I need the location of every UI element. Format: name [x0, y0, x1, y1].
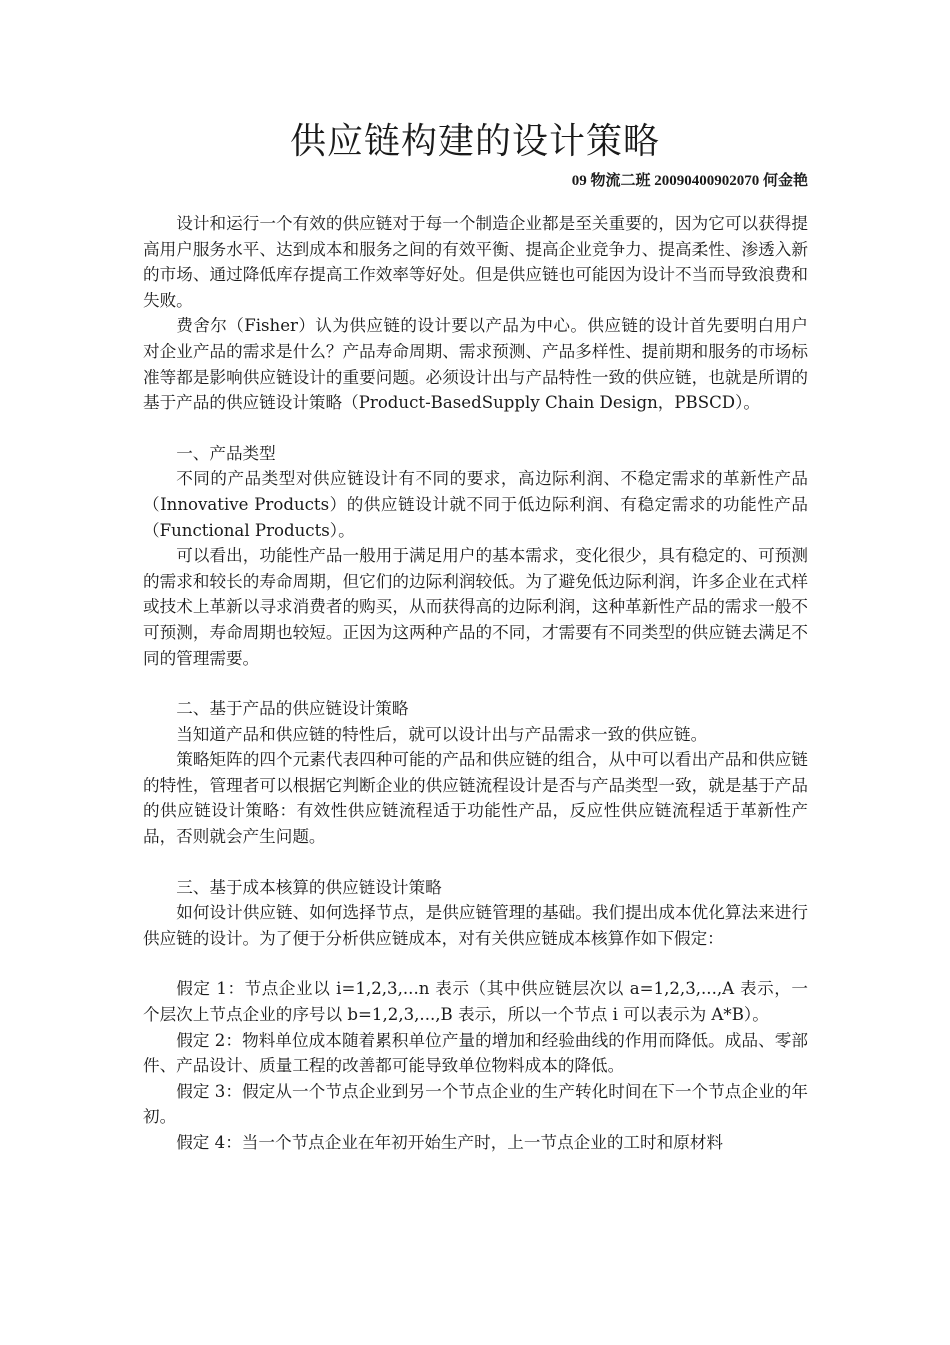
assumption-paragraph: 假定 1：节点企业以 i=1,2,3,...n 表示（其中供应链层次以 a=1,2,3,...,A 表示，一个层次上节点企业的序号以 b=1,2,3,...,B 表示，所以一个节点 i 可以表示为 A*B）。	[143, 979, 808, 1025]
intro-paragraph: 费舍尔（Fisher）认为供应链的设计要以产品为中心。供应链的设计首先要明白用户对企业产品的需求是什么？产品寿命周期、需求预测、产品多样性、提前期和服务的市场标准等都是影响供应链设计的重要问题。必须设计出与产品特性一致的供应链，也就是所谓的基于产品的供应链设计策略（Product-BasedSupply Chain Design，PBSCD）。	[143, 316, 808, 413]
author-byline: 09 物流二班 20090400902070 何金艳	[571, 173, 808, 189]
section-heading: 二、基于产品的供应链设计策略	[176, 699, 409, 719]
section-heading: 三、基于成本核算的供应链设计策略	[176, 877, 442, 897]
body-paragraph: 策略矩阵的四个元素代表四种可能的产品和供应链的组合，从中可以看出产品和供应链的特性，管理者可以根据它判断企业的供应链流程设计是否与产品类型一致，就是基于产品的供应链设计策略：有效性供应链流程适于功能性产品，反应性供应链流程适于革新性产品，否则就会产生问题。	[143, 750, 808, 847]
body-paragraph: 当知道产品和供应链的特性后，就可以设计出与产品需求一致的供应链。	[176, 724, 708, 744]
body-paragraph: 可以看出，功能性产品一般用于满足用户的基本需求，变化很少，具有稳定的、可预测的需求和较长的寿命周期，但它们的边际利润较低。为了避免低边际利润，许多企业在式样或技术上革新以寻求消费者的购买，从而获得高的边际利润，这种革新性产品的需求一般不可预测，寿命周期也较短。正因为这两种产品的不同，才需要有不同类型的供应链去满足不同的管理需要。	[143, 546, 808, 668]
body-paragraph: 如何设计供应链、如何选择节点，是供应链管理的基础。我们提出成本优化算法来进行供应链的设计。为了便于分析供应链成本，对有关供应链成本核算作如下假定：	[143, 903, 808, 948]
body-paragraph: 不同的产品类型对供应链设计有不同的要求，高边际利润、不稳定需求的革新性产品（Innovative Products）的供应链设计就不同于低边际利润、有稳定需求的功能性产品（Functional Products）。	[143, 469, 808, 540]
section-heading: 一、产品类型	[176, 443, 276, 463]
document-title: 供应链构建的设计策略	[289, 121, 660, 162]
assumption-paragraph: 假定 4：当一个节点企业在年初开始生产时，上一节点企业的工时和原材料	[176, 1133, 724, 1152]
document-body	[143, 211, 808, 1156]
assumption-paragraph: 假定 2：物料单位成本随着累积单位产量的增加和经验曲线的作用而降低。成品、零部件、产品设计、质量工程的改善都可能导致单位物料成本的降低。	[143, 1030, 808, 1076]
assumption-paragraph: 假定 3：假定从一个节点企业到另一个节点企业的生产转化时间在下一个节点企业的年初。	[143, 1081, 808, 1127]
intro-paragraph: 设计和运行一个有效的供应链对于每一个制造企业都是至关重要的，因为它可以获得提高用户服务水平、达到成本和服务之间的有效平衡、提高企业竞争力、提高柔性、渗透入新的市场、通过降低库存提高工作效率等好处。但是供应链也可能因为设计不当而导致浪费和失败。	[143, 214, 808, 310]
